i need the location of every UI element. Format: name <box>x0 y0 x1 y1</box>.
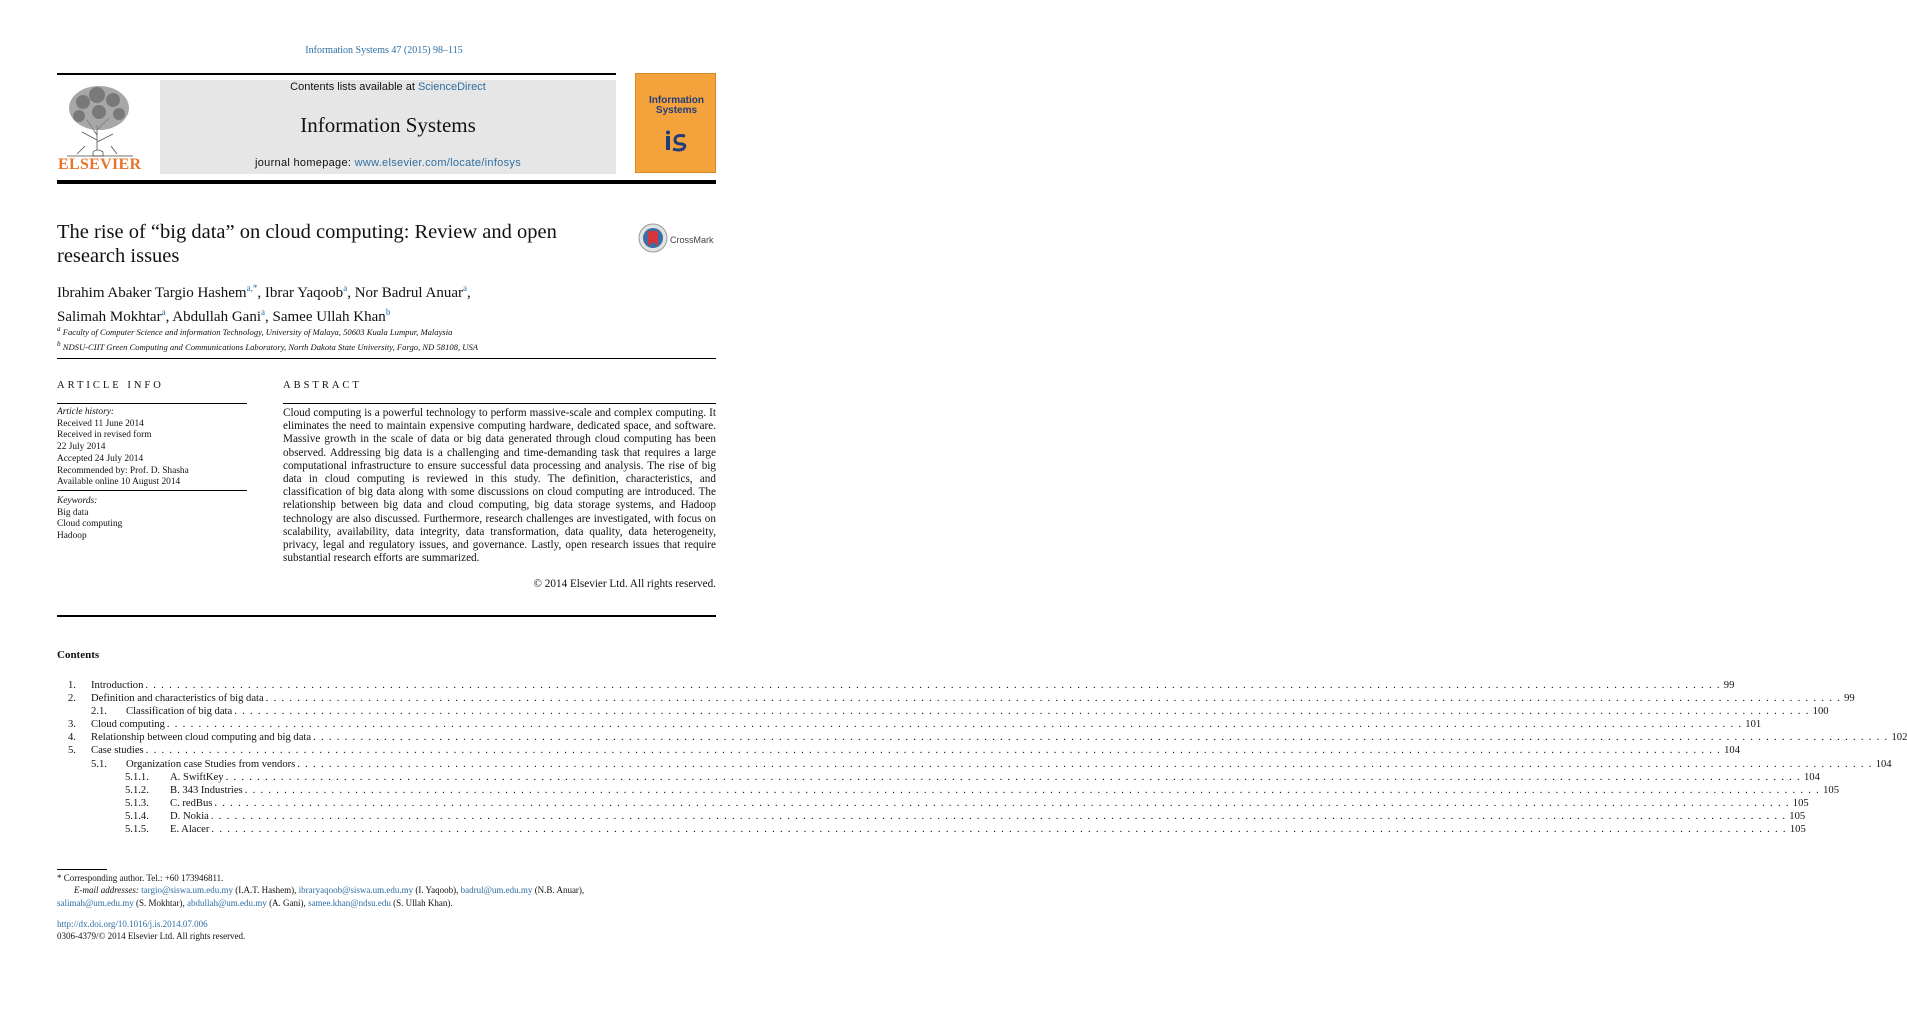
author-affiliation-mark[interactable]: a <box>261 307 265 317</box>
author-name: Nor Badrul Anuar <box>354 285 463 301</box>
section-divider <box>57 358 716 359</box>
toc-leader-dots: . . . . . . . . . . . . . . . . . . . . . . . . . . . . . . . . . . . . . . . . . . . . . . . . . . . . . . . . . . . . . . . . . . . . . . . . . . . . . . . . . . . . . . . . . . . . . . . . . . . . . . . . . . . . . . . . . . . . . . . . . . . . . . . . . . . . . . . . . . . . . . . . . . . . . . . . . . . . . . . . . . . . . . . . . . . . . . . . . . . . . . . . . . . . . . . . . . . . . . . . <box>210 810 1787 822</box>
cover-title-line1: Information <box>649 95 704 106</box>
affiliations <box>57 323 717 354</box>
header-top-rule <box>57 73 616 75</box>
toc-number: 4. <box>68 732 76 744</box>
toc-title: A. SwiftKey <box>170 771 224 783</box>
toc-leader-dots: . . . . . . . . . . . . . . . . . . . . . . . . . . . . . . . . . . . . . . . . . . . . . . . . . . . . . . . . . . . . . . . . . . . . . . . . . . . . . . . . . . . . . . . . . . . . . . . . . . . . . . . . . . . . . . . . . . . . . . . . . . . . . . . . . . . . . . . . . . . . . . . . . . . . . . . . . . . . . . . . . . . . . . . . . . . . . . . . . . . . . . . . . . . . . . . . . . . . . . . . <box>145 680 1721 691</box>
affiliation-b <box>57 338 717 353</box>
toc-leader-dots: . . . . . . . . . . . . . . . . . . . . . . . . . . . . . . . . . . . . . . . . . . . . . . . . . . . . . . . . . . . . . . . . . . . . . . . . . . . . . . . . . . . . . . . . . . . . . . . . . . . . . . . . . . . . . . . . . . . . . . . . . . . . . . . . . . . . . . . . . . . . . . . . . . . . . . . . . . . . . . . . . . . . . . . . . . . . . . . . . . . . . . . . . . . . . . . . . . . . . . . . <box>211 824 1787 836</box>
toc-number: 5.1.2. <box>125 784 149 796</box>
toc-entry[interactable] <box>57 797 1809 810</box>
keyword: Hadoop <box>57 531 87 542</box>
journal-homepage-line <box>160 157 616 169</box>
publisher-name: ELSEVIER <box>58 156 142 173</box>
toc-number: 5.1.1. <box>125 771 149 783</box>
article-info-rule <box>57 403 247 404</box>
toc-page-number: 102 <box>1891 732 1907 744</box>
toc-entry[interactable] <box>57 784 1839 797</box>
sciencedirect-link[interactable]: ScienceDirect <box>417 81 486 93</box>
author-separator: , <box>347 285 355 301</box>
email-owner: (A. Gani), <box>266 897 309 908</box>
email-owner: (I. Yaqoob), <box>413 885 461 896</box>
email-link[interactable]: abdullah@um.edu.my <box>187 897 267 908</box>
doi-block <box>57 918 245 943</box>
abstract-rule <box>283 403 716 404</box>
toc-leader-dots: . . . . . . . . . . . . . . . . . . . . . . . . . . . . . . . . . . . . . . . . . . . . . . . . . . . . . . . . . . . . . . . . . . . . . . . . . . . . . . . . . . . . . . . . . . . . . . . . . . . . . . . . . . . . . . . . . . . . . . . . . . . . . . . . . . . . . . . . . . . . . . . . . . . . . . . . . . . . . . . . . . . . . . . . . . . . . . . . . . . . . . . . . . . . . . . . . . . . . . . . <box>225 771 1801 783</box>
author-name: Samee Ullah Khan <box>272 309 386 325</box>
article-title: The rise of “big data” on cloud computing: Review and open research issues <box>57 221 557 267</box>
article-info-heading: ARTICLE INFO <box>57 380 164 391</box>
email-line-2 <box>57 897 717 909</box>
history-item: Recommended by: Prof. D. Shasha <box>57 465 189 476</box>
author-name: Ibrahim Abaker Targio Hashem <box>57 285 247 301</box>
keyword: Big data <box>57 507 89 518</box>
toc-number: 5.1.5. <box>125 824 149 836</box>
toc-page-number: 104 <box>1724 745 1740 757</box>
email-link[interactable]: samee.khan@ndsu.edu <box>308 897 391 908</box>
toc-entry[interactable] <box>57 823 1806 836</box>
author-name: Ibrar Yaqoob <box>264 285 344 301</box>
affiliation-text: NDSU-CIIT Green Computing and Communications Laboratory, North Dakota State University, Fargo, ND 58108, USA <box>62 342 479 353</box>
email-line-1 <box>57 884 717 896</box>
toc-entry[interactable] <box>57 771 1820 784</box>
author-affiliation-mark[interactable]: a <box>463 283 467 293</box>
email-owner: (S. Mokhtar), <box>133 897 188 908</box>
email-label: E-mail addresses: <box>74 885 139 896</box>
toc-leader-dots: . . . . . . . . . . . . . . . . . . . . . . . . . . . . . . . . . . . . . . . . . . . . . . . . . . . . . . . . . . . . . . . . . . . . . . . . . . . . . . . . . . . . . . . . . . . . . . . . . . . . . . . . . . . . . . . . . . . . . . . . . . . . . . . . . . . . . . . . . . . . . . . . . . . . . . . . . . . . . . . . . . . . . . . . . . . . . . . . . . . . . . . . . . . . . . . . . . . . . . . . <box>234 706 1810 718</box>
journal-homepage-link[interactable]: www.elsevier.com/locate/infosys <box>354 157 521 169</box>
footnote-rule <box>57 869 107 870</box>
journal-reference[interactable]: Information Systems 47 (2015) 98–115 <box>305 45 463 56</box>
toc-number: 2.1. <box>91 706 107 718</box>
toc-title: Case studies <box>91 745 144 757</box>
author-name: Salimah Mokhtar <box>57 309 162 325</box>
toc-number: 5.1.3. <box>125 797 149 809</box>
author-name: Abdullah Gani <box>172 309 261 325</box>
toc-page-number: 105 <box>1789 810 1806 822</box>
toc-leader-dots: . . . . . . . . . . . . . . . . . . . . . . . . . . . . . . . . . . . . . . . . . . . . . . . . . . . . . . . . . . . . . . . . . . . . . . . . . . . . . . . . . . . . . . . . . . . . . . . . . . . . . . . . . . . . . . . . . . . . . . . . . . . . . . . . . . . . . . . . . . . . . . . . . . . . . . . . . . . . . . . . . . . . . . . . . . . . . . . . . . . . . . . . . . . . . . . . . . . . . . . . <box>244 784 1821 796</box>
email-link[interactable]: targio@siswa.um.edu.my <box>141 885 234 896</box>
section-divider <box>57 615 716 617</box>
toc-page-number: 99 <box>1723 680 1735 691</box>
toc-number: 3. <box>68 719 76 731</box>
history-item: Accepted 24 July 2014 <box>57 453 144 464</box>
email-link[interactable]: ibraryaqoob@siswa.um.edu.my <box>298 885 414 896</box>
author-separator: , <box>165 309 173 325</box>
issn-line: 0306-4379/© 2014 Elsevier Ltd. All rights reserved. <box>57 931 246 942</box>
toc-leader-dots: . . . . . . . . . . . . . . . . . . . . . . . . . . . . . . . . . . . . . . . . . . . . . . . . . . . . . . . . . . . . . . . . . . . . . . . . . . . . . . . . . . . . . . . . . . . . . . . . . . . . . . . . . . . . . . . . . . . . . . . . . . . . . . . . . . . . . . . . . . . . . . . . . . . . . . . . . . . . . . . . . . . . . . . . . . . . . . . . . . . . . . . . . . . . . . . . . . . . . . . . <box>145 745 1722 757</box>
history-item: Received 11 June 2014 <box>57 418 144 429</box>
email-link[interactable]: badrul@um.edu.my <box>460 885 533 896</box>
cover-is-logo-icon <box>665 130 689 152</box>
toc-title: Relationship between cloud computing and big data <box>91 732 312 744</box>
author-list <box>57 279 707 327</box>
toc-number: 2. <box>68 693 76 705</box>
keyword: Cloud computing <box>57 519 123 530</box>
email-owner: (I.A.T. Hashem), <box>233 885 299 896</box>
author-separator: , <box>265 309 273 325</box>
toc-page-number: 104 <box>1803 771 1820 783</box>
abstract-copyright: © 2014 Elsevier Ltd. All rights reserved. <box>533 578 716 590</box>
toc-entry[interactable] <box>57 744 1740 757</box>
keywords <box>57 496 247 543</box>
toc-page-number: 105 <box>1789 824 1806 836</box>
abstract-text: Cloud computing is a powerful technology to perform massive-scale and complex computing. It eliminates the need to maintain expensive computing hardware, dedicated space, and software. Massive growth in the scale of data or big data generated through cloud computing has been observed. Addressing big data is a challenging and time-demanding task that requires a large computational infrastructure to ensure successful data processing and analysis. The rise of big data in cloud computing is reviewed in this study. The definition, characteristics, and classification of big data along with some discussions on cloud computing are introduced. The relationship between big data and cloud computing, big data storage systems, and Hadoop technology are also discussed. Furthermore, research challenges are investigated, with focus on scalability, availability, data integrity, data transformation, data quality, data heterogeneity, privacy, legal and regulatory issues, and governance. Lastly, open research issues that require substantial research efforts are summarized. <box>283 407 716 565</box>
history-item: 22 July 2014 <box>57 442 106 453</box>
doi-link[interactable]: http://dx.doi.org/10.1016/j.is.2014.07.006 <box>57 919 208 929</box>
homepage-prefix: journal homepage: <box>255 157 355 169</box>
contents-prefix: Contents lists available at <box>290 81 418 93</box>
toc-entry[interactable] <box>57 692 1855 705</box>
toc-leader-dots: . . . . . . . . . . . . . . . . . . . . . . . . . . . . . . . . . . . . . . . . . . . . . . . . . . . . . . . . . . . . . . . . . . . . . . . . . . . . . . . . . . . . . . . . . . . . . . . . . . . . . . . . . . . . . . . . . . . . . . . . . . . . . . . . . . . . . . . . . . . . . . . . . . . . . . . . . . . . . . . . . . . . . . . . . . . . . . . . . . . . . . . . . . . . . . . . . . . . . . . . <box>313 732 1889 744</box>
keywords-label: Keywords: <box>57 496 98 506</box>
toc-leader-dots: . . . . . . . . . . . . . . . . . . . . . . . . . . . . . . . . . . . . . . . . . . . . . . . . . . . . . . . . . . . . . . . . . . . . . . . . . . . . . . . . . . . . . . . . . . . . . . . . . . . . . . . . . . . . . . . . . . . . . . . . . . . . . . . . . . . . . . . . . . . . . . . . . . . . . . . . . . . . . . . . . . . . . . . . . . . . . . . . . . . . . . . . . . . . . . . . . . . . . . . . <box>297 758 1873 770</box>
toc-entry[interactable] <box>57 731 1907 744</box>
journal-cover-thumbnail <box>635 73 716 173</box>
affiliation-text: Faculty of Computer Science and information Technology, University of Malaya, 50603 Kuala Lumpur, Malaysia <box>62 326 453 337</box>
cover-title-line2: Systems <box>655 105 698 116</box>
email-link[interactable]: salimah@um.edu.my <box>57 897 134 908</box>
toc-number: 1. <box>68 680 76 691</box>
toc-number: 5. <box>68 745 76 757</box>
author-affiliation-mark[interactable]: b <box>385 307 391 317</box>
toc-entry[interactable] <box>57 679 1735 692</box>
author-affiliation-mark[interactable]: a <box>343 283 348 293</box>
toc-title: D. Nokia <box>170 810 209 822</box>
author-separator: , <box>257 285 265 301</box>
abstract-heading: ABSTRACT <box>283 380 362 391</box>
corresponding-author: * Corresponding author. Tel.: +60 173946811. <box>57 873 224 883</box>
author-separator: , <box>467 285 471 301</box>
toc-title: C. redBus <box>170 797 213 809</box>
article-info-rule <box>57 490 247 491</box>
toc-title: Organization case Studies from vendors <box>126 758 296 770</box>
contents-heading: Contents <box>57 649 100 661</box>
toc-page-number: 105 <box>1792 797 1809 809</box>
toc-leader-dots: . . . . . . . . . . . . . . . . . . . . . . . . . . . . . . . . . . . . . . . . . . . . . . . . . . . . . . . . . . . . . . . . . . . . . . . . . . . . . . . . . . . . . . . . . . . . . . . . . . . . . . . . . . . . . . . . . . . . . . . . . . . . . . . . . . . . . . . . . . . . . . . . . . . . . . . . . . . . . . . . . . . . . . . . . . . . . . . . . . . . . . . . . . . . . . . . . . . . . . . . <box>166 719 1743 731</box>
toc-leader-dots: . . . . . . . . . . . . . . . . . . . . . . . . . . . . . . . . . . . . . . . . . . . . . . . . . . . . . . . . . . . . . . . . . . . . . . . . . . . . . . . . . . . . . . . . . . . . . . . . . . . . . . . . . . . . . . . . . . . . . . . . . . . . . . . . . . . . . . . . . . . . . . . . . . . . . . . . . . . . . . . . . . . . . . . . . . . . . . . . . . . . . . . . . . . . . . . . . . . . . . . . <box>214 797 1790 809</box>
toc-page-number: 101 <box>1745 719 1762 731</box>
toc-page-number: 99 <box>1844 693 1855 705</box>
toc-title: Definition and characteristics of big data <box>91 693 264 705</box>
article-history <box>57 407 247 489</box>
contents-available-line <box>160 81 616 93</box>
toc-leader-dots: . . . . . . . . . . . . . . . . . . . . . . . . . . . . . . . . . . . . . . . . . . . . . . . . . . . . . . . . . . . . . . . . . . . . . . . . . . . . . . . . . . . . . . . . . . . . . . . . . . . . . . . . . . . . . . . . . . . . . . . . . . . . . . . . . . . . . . . . . . . . . . . . . . . . . . . . . . . . . . . . . . . . . . . . . . . . . . . . . . . . . . . . . . . . . . . . . . . . . . . . <box>265 693 1842 705</box>
email-owner: (S. Ullah Khan). <box>390 897 453 908</box>
toc-title: E. Alacer <box>170 824 210 836</box>
table-of-contents <box>57 679 1907 836</box>
toc-title: Classification of big data <box>126 706 233 718</box>
header-bottom-rule <box>57 180 716 184</box>
toc-entry[interactable] <box>57 705 1829 718</box>
author-affiliation-mark[interactable]: a <box>161 307 166 317</box>
toc-entry[interactable] <box>57 810 1806 823</box>
toc-entry[interactable] <box>57 758 1892 771</box>
toc-title: Cloud computing <box>91 719 165 731</box>
cover-title <box>640 96 713 116</box>
affiliation-a <box>57 323 717 338</box>
toc-title: Introduction <box>91 680 144 691</box>
toc-page-number: 100 <box>1812 706 1829 718</box>
affiliation-mark: a <box>57 325 61 333</box>
toc-page-number: 104 <box>1875 758 1892 770</box>
crossmark-label[interactable]: CrossMark <box>670 235 714 245</box>
history-label: Article history: <box>57 407 115 417</box>
affiliation-mark: b <box>57 340 61 349</box>
journal-title: Information Systems <box>300 113 476 137</box>
toc-page-number: 105 <box>1823 784 1839 796</box>
toc-number: 5.1. <box>91 758 107 770</box>
author-affiliation-mark[interactable]: a,* <box>246 283 258 293</box>
elsevier-wordmark <box>58 156 141 174</box>
footnote <box>57 872 717 909</box>
toc-number: 5.1.4. <box>125 810 149 822</box>
toc-title: B. 343 Industries <box>170 784 243 796</box>
email-owner: (N.B. Anuar), <box>532 885 585 896</box>
history-item: Received in revised form <box>57 430 152 441</box>
history-item: Available online 10 August 2014 <box>57 477 181 488</box>
toc-entry[interactable] <box>57 718 1762 731</box>
